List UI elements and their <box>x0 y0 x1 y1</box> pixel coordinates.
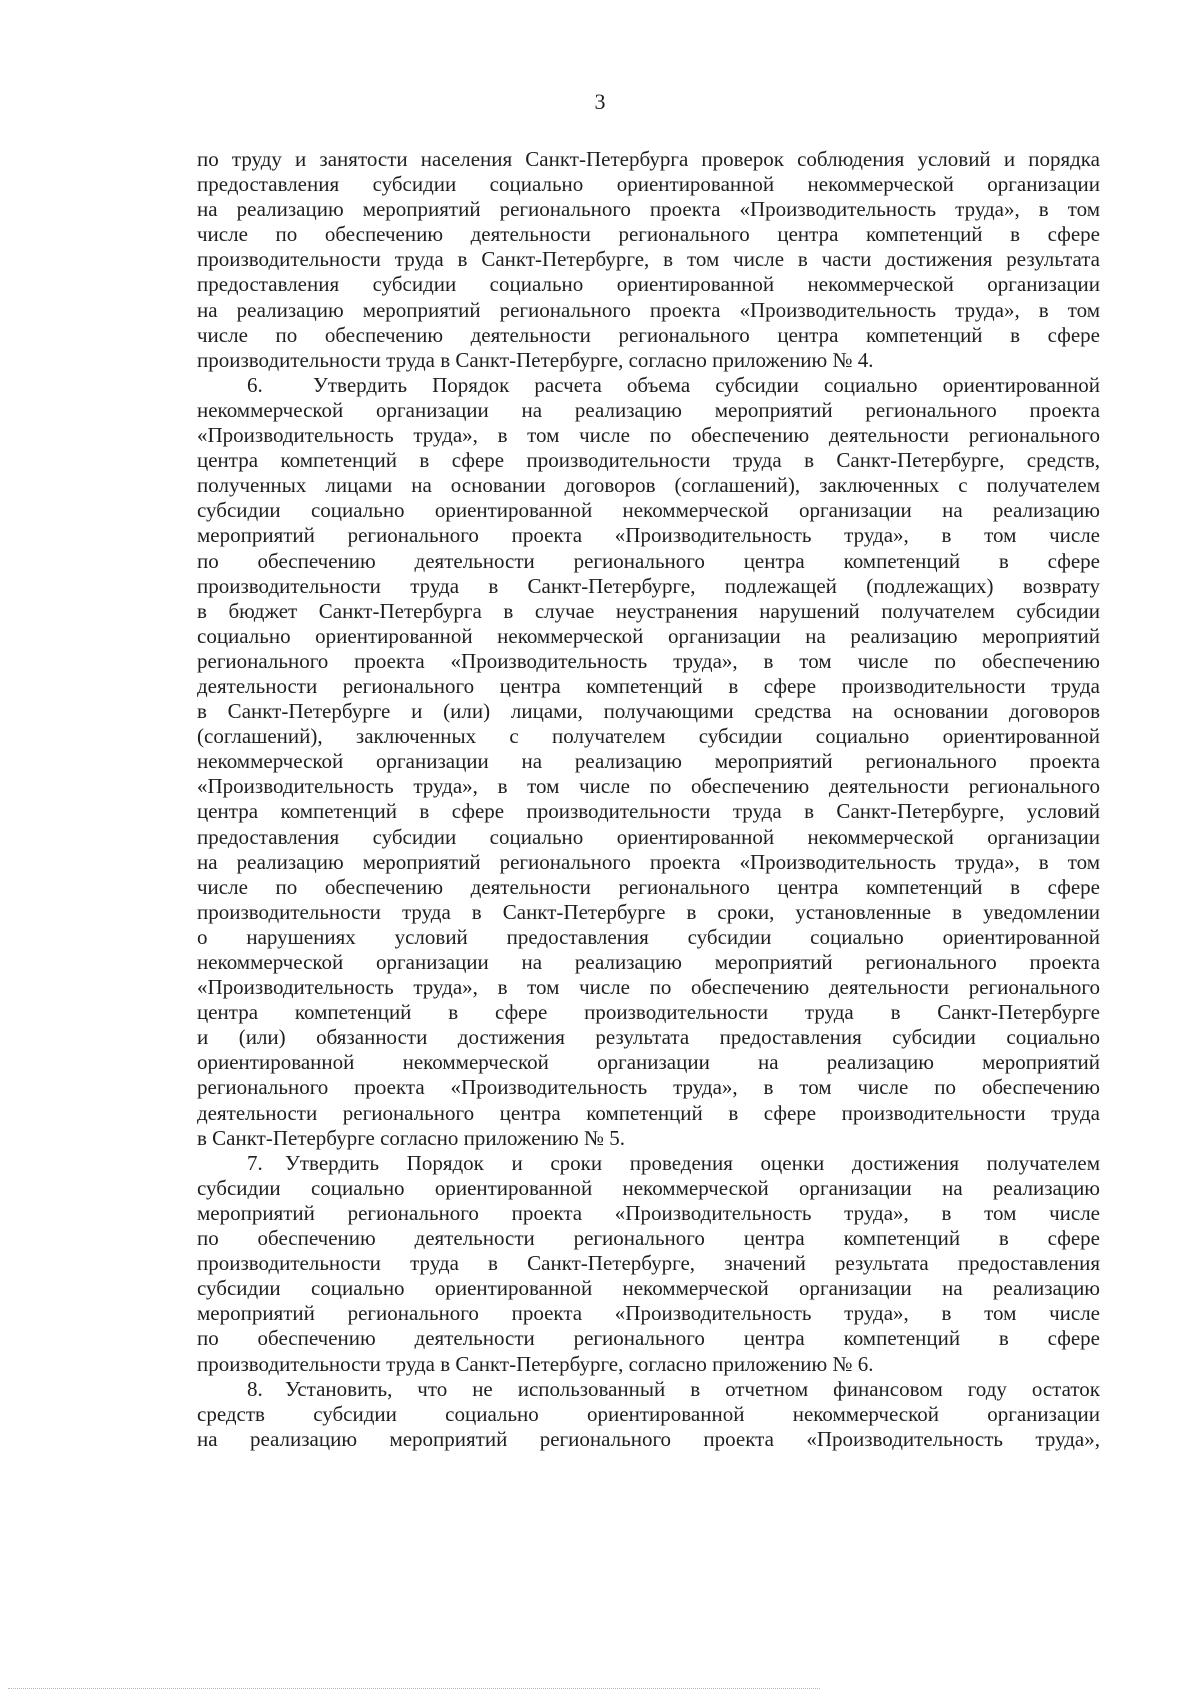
text-line: субсидии социально ориентированной некоммерческой организации на реализацию <box>197 1276 1100 1301</box>
clause-number: 8. <box>247 1376 263 1401</box>
text-line: по труду и занятости населения Санкт-Петербурга проверок соблюдения условий и порядка <box>197 147 1100 171</box>
clause-6-first-line <box>197 373 1100 398</box>
text-line: «Производительность труда», в том числе по обеспечению деятельности регионального <box>197 975 1100 1000</box>
text-line: числе по обеспечению деятельности регионального центра компетенций в сфере <box>197 874 1100 899</box>
text-line: и (или) обязанности достижения результата предоставления субсидии социально <box>197 1025 1100 1050</box>
clause-number: 7. <box>247 1150 263 1175</box>
text-line: социально ориентированной некоммерческой организации на реализацию мероприятий <box>197 623 1100 648</box>
text-line: на реализацию мероприятий регионального проекта «Производительность труда», <box>197 1426 1100 1451</box>
text-line: числе по обеспечению деятельности регионального центра компетенций в сфере <box>197 322 1100 347</box>
text-line: в бюджет Санкт-Петербурга в случае неустранения нарушений получателем субсидии <box>197 598 1100 623</box>
text-line: производительности труда в Санкт-Петербурге, в том числе в части достижения результата <box>197 247 1100 272</box>
scan-edge-artifact <box>8 1688 820 1689</box>
text-line: производительности труда в Санкт-Петербурге, согласно приложению № 6. <box>197 1351 874 1376</box>
text-line: в Санкт-Петербурге и (или) лицами, получающими средства на основании договоров <box>197 699 1100 724</box>
text-line: на реализацию мероприятий регионального проекта «Производительность труда», в том <box>197 197 1100 222</box>
text-line: центра компетенций в сфере производительности труда в Санкт-Петербурге, условий <box>197 799 1100 824</box>
text-line: центра компетенций в сфере производительности труда в Санкт-Петербурге <box>197 1000 1100 1025</box>
text-line: производительности труда в Санкт-Петербурге, согласно приложению № 4. <box>197 347 874 372</box>
clause-text: Установить, что не использованный в отчетном финансовом году остаток <box>285 1376 1100 1401</box>
text-line: деятельности регионального центра компетенций в сфере производительности труда <box>197 1100 1100 1125</box>
text-line: некоммерческой организации на реализацию мероприятий регионального проекта <box>197 397 1100 422</box>
text-line: по обеспечению деятельности регионального центра компетенций в сфере <box>197 1226 1100 1251</box>
text-line: регионального проекта «Производительность труда», в том числе по обеспечению <box>197 1075 1100 1100</box>
text-line: на реализацию мероприятий регионального проекта «Производительность труда», в том <box>197 297 1100 322</box>
text-line: предоставления субсидии социально ориентированной некоммерческой организации <box>197 272 1100 297</box>
text-line: числе по обеспечению деятельности регионального центра компетенций в сфере <box>197 222 1100 247</box>
text-line: о нарушениях условий предоставления субсидии социально ориентированной <box>197 924 1100 949</box>
text-line: некоммерческой организации на реализацию мероприятий регионального проекта <box>197 950 1100 974</box>
text-line: мероприятий регионального проекта «Производительность труда», в том числе <box>197 523 1100 548</box>
text-line: предоставления субсидии социально ориентированной некоммерческой организации <box>197 172 1100 197</box>
document-body <box>197 147 1100 1452</box>
text-line: предоставления субсидии социально ориентированной некоммерческой организации <box>197 824 1100 849</box>
text-line: мероприятий регионального проекта «Производительность труда», в том числе <box>197 1200 1100 1225</box>
text-line: ориентированной некоммерческой организации на реализацию мероприятий <box>197 1050 1100 1075</box>
text-line: производительности труда в Санкт-Петербурге в сроки, установленные в уведомлении <box>197 899 1100 924</box>
text-line: средств субсидии социально ориентированной некоммерческой организации <box>197 1401 1100 1426</box>
text-line: мероприятий регионального проекта «Производительность труда», в том числе <box>197 1301 1100 1326</box>
text-line: на реализацию мероприятий регионального проекта «Производительность труда», в том <box>197 849 1100 874</box>
text-line: полученных лицами на основании договоров (соглашений), заключенных с получателем <box>197 473 1100 498</box>
clause-number: 6. <box>247 372 263 397</box>
text-line: производительности труда в Санкт-Петербурге, значений результата предоставления <box>197 1251 1100 1276</box>
text-line: (соглашений), заключенных с получателем субсидии социально ориентированной <box>197 724 1100 749</box>
text-line: по обеспечению деятельности регионального центра компетенций в сфере <box>197 1326 1100 1351</box>
clause-text: Утвердить Порядок расчета объема субсидии социально ориентированной <box>313 372 1100 397</box>
text-line: в Санкт-Петербурге согласно приложению № 5. <box>197 1125 626 1150</box>
page-number: 3 <box>594 89 606 114</box>
text-line: по обеспечению деятельности регионального центра компетенций в сфере <box>197 548 1100 573</box>
text-line: субсидии социально ориентированной некоммерческой организации на реализацию <box>197 498 1100 523</box>
text-line: центра компетенций в сфере производительности труда в Санкт-Петербурге, средств, <box>197 448 1100 473</box>
clause-7-first-line <box>197 1151 1100 1176</box>
text-line: субсидии социально ориентированной некоммерческой организации на реализацию <box>197 1175 1100 1200</box>
text-line: регионального проекта «Производительность труда», в том числе по обеспечению <box>197 648 1100 673</box>
text-line: некоммерческой организации на реализацию мероприятий регионального проекта <box>197 749 1100 774</box>
clause-8-first-line <box>197 1377 1100 1402</box>
text-line: «Производительность труда», в том числе по обеспечению деятельности регионального <box>197 423 1100 448</box>
text-line: «Производительность труда», в том числе по обеспечению деятельности регионального <box>197 774 1100 799</box>
clause-text: Утвердить Порядок и сроки проведения оценки достижения получателем <box>285 1150 1100 1175</box>
text-line: производительности труда в Санкт-Петербурге, подлежащей (подлежащих) возврату <box>197 573 1100 598</box>
text-line: деятельности регионального центра компетенций в сфере производительности труда <box>197 673 1100 698</box>
